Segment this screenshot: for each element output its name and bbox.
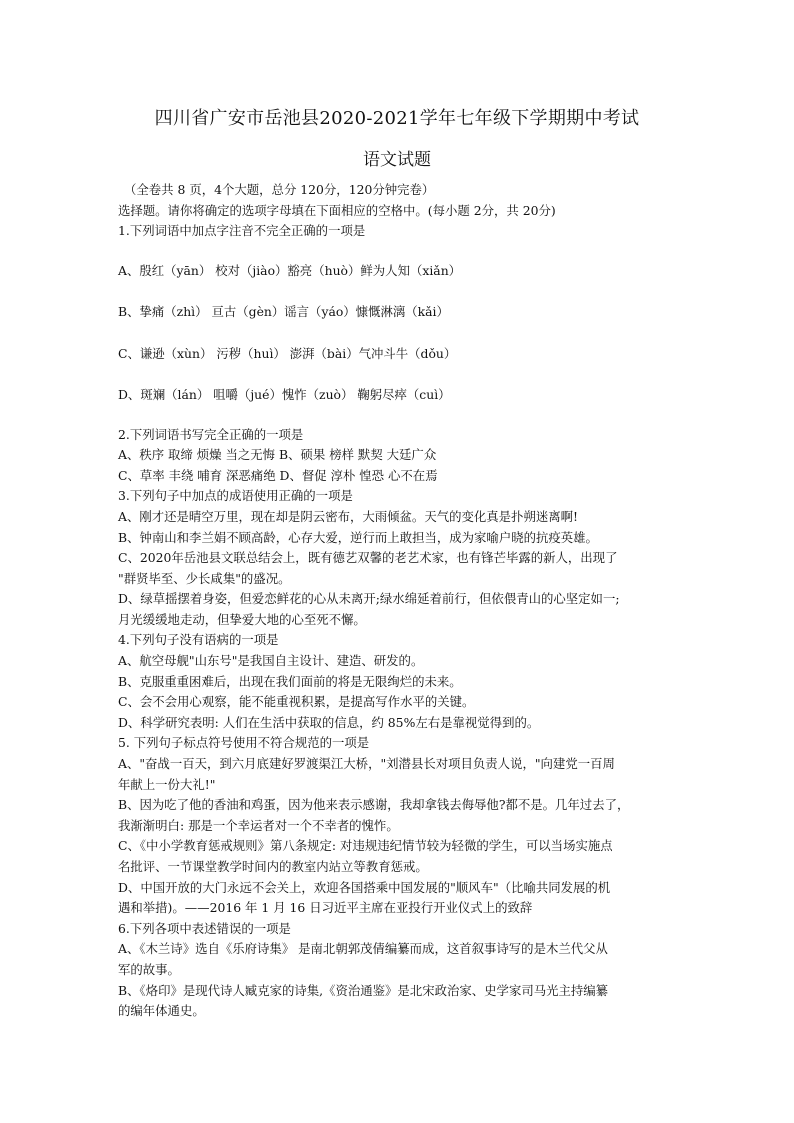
text-line: 6.下列各项中表述错误的一项是 <box>118 920 291 936</box>
text-line: A、秩序 取缔 烦燥 当之无悔 B、硕果 榜样 默契 大廷广众 <box>118 447 437 463</box>
text-line: D、斑斓（lán） 咀嚼（jué）愧怍（zuò） 鞠躬尽瘁（cuì） <box>118 386 451 402</box>
text-line: 3.下列句子中加点的成语使用正确的一项是 <box>118 488 353 504</box>
text-line: 名批评、一节课堂教学时间内的教室内站立等教育惩戒。 <box>118 859 428 875</box>
text-line: 1.下列词语中加点字注音不完全正确的一项是 <box>118 223 366 239</box>
text-line: "群贤毕至、少长咸集"的盛况。 <box>118 570 291 586</box>
text-line: A、刚才还是晴空万里，现在却是阴云密布，大雨倾盆。天气的变化真是扑朔迷离啊! <box>118 508 578 524</box>
text-line: A、殷红（yān） 校对（jiào）豁亮（huò）鲜为人知（xiǎn） <box>118 262 462 278</box>
text-line: B、钟南山和李兰娟不顾高龄，心存大爱，逆行而上敢担当，成为家喻户晓的抗疫英雄。 <box>118 529 598 545</box>
text-line: B、《烙印》是现代诗人臧克家的诗集,《资治通鉴》是北宋政治家、史学家司马光主持编纂 <box>118 982 609 998</box>
text-line: 我渐渐明白: 那是一个幸运者对一个不幸者的愧怍。 <box>118 817 399 833</box>
text-line: B、克服重重困难后，出现在我们面前的将是无限绚烂的未来。 <box>118 673 462 689</box>
text-line: D、绿草摇摆着身姿，但爱恋鲜花的心从未离开;绿水绵延着前行，但依偎青山的心坚定如一; <box>118 591 620 607</box>
text-line: C、2020年岳池县文联总结会上，既有德艺双馨的老艺术家，也有锋芒毕露的新人，出现了 <box>118 550 618 566</box>
text-line: 遇和举措)。——2016 年 1 月 16 日习近平主席在亚投行开业仪式上的致辞 <box>118 900 533 916</box>
text-line: A、《木兰诗》选自《乐府诗集》 是南北朝郭茂倩编纂而成，这首叙事诗写的是木兰代父从 <box>118 941 608 957</box>
text-line: 的编年体通史。 <box>118 1003 205 1019</box>
page-title: 四川省广安市岳池县2020-2021学年七年级下学期期中考试 <box>154 108 640 129</box>
text-line: C、草率 丰绕 哺育 深恶痛绝 D、督促 淳朴 惶恐 心不在焉 <box>118 467 438 483</box>
exam-body <box>118 180 680 1022</box>
text-line: 选择题。请你将确定的选项字母填在下面相应的空格中。(每小题 2分，共 20分) <box>118 202 556 218</box>
text-line: C、会不会用心观察，能不能重视积累，是提高写作水平的关键。 <box>118 694 475 710</box>
text-line: A、航空母舰"山东号"是我国自主设计、建造、研发的。 <box>118 653 424 669</box>
page-subtitle: 语文试题 <box>363 150 431 170</box>
text-line: 2.下列词语书写完全正确的一项是 <box>118 426 304 442</box>
text-line: 年献上一份大礼!" <box>118 776 216 792</box>
text-line: D、中国开放的大门永远不会关上，欢迎各国搭乘中国发展的"顺风车"（比喻共同发展的机 <box>118 879 611 895</box>
text-line: 4.下列句子没有语病的一项是 <box>118 632 279 648</box>
text-line: 月光缓缓地走动，但挚爱大地的心至死不懈。 <box>118 611 366 627</box>
text-line: （全卷共 8 页，4个大题，总分 120分，120分钟完卷） <box>124 182 435 197</box>
text-line: D、科学研究表明: 人们在生活中获取的信息，约 85%左右是靠视觉得到的。 <box>118 714 540 730</box>
text-line: C、谦逊（xùn） 污秽（huì） 澎湃（bài）气冲斗牛（dǒu） <box>118 345 457 361</box>
text-line: A、"奋战一百天，到六月底建好罗渡渠江大桥，"刘潜县长对项目负责人说，"向建党一百周 <box>118 756 615 772</box>
text-line: C、《中小学教育惩戒规则》第八条规定: 对违规违纪情节较为轻微的学生，可以当场实施点 <box>118 838 613 854</box>
text-line: 5. 下列句子标点符号使用不符合规范的一项是 <box>118 735 370 751</box>
text-line: B、因为吃了他的香油和鸡蛋，因为他来表示感谢，我却拿钱去侮辱他?都不是。几年过去了， <box>118 797 630 813</box>
text-line: B、挚痛（zhì） 亘古（gèn）谣言（yáo）慷慨淋漓（kǎi） <box>118 304 449 320</box>
text-line: 军的故事。 <box>118 961 180 977</box>
